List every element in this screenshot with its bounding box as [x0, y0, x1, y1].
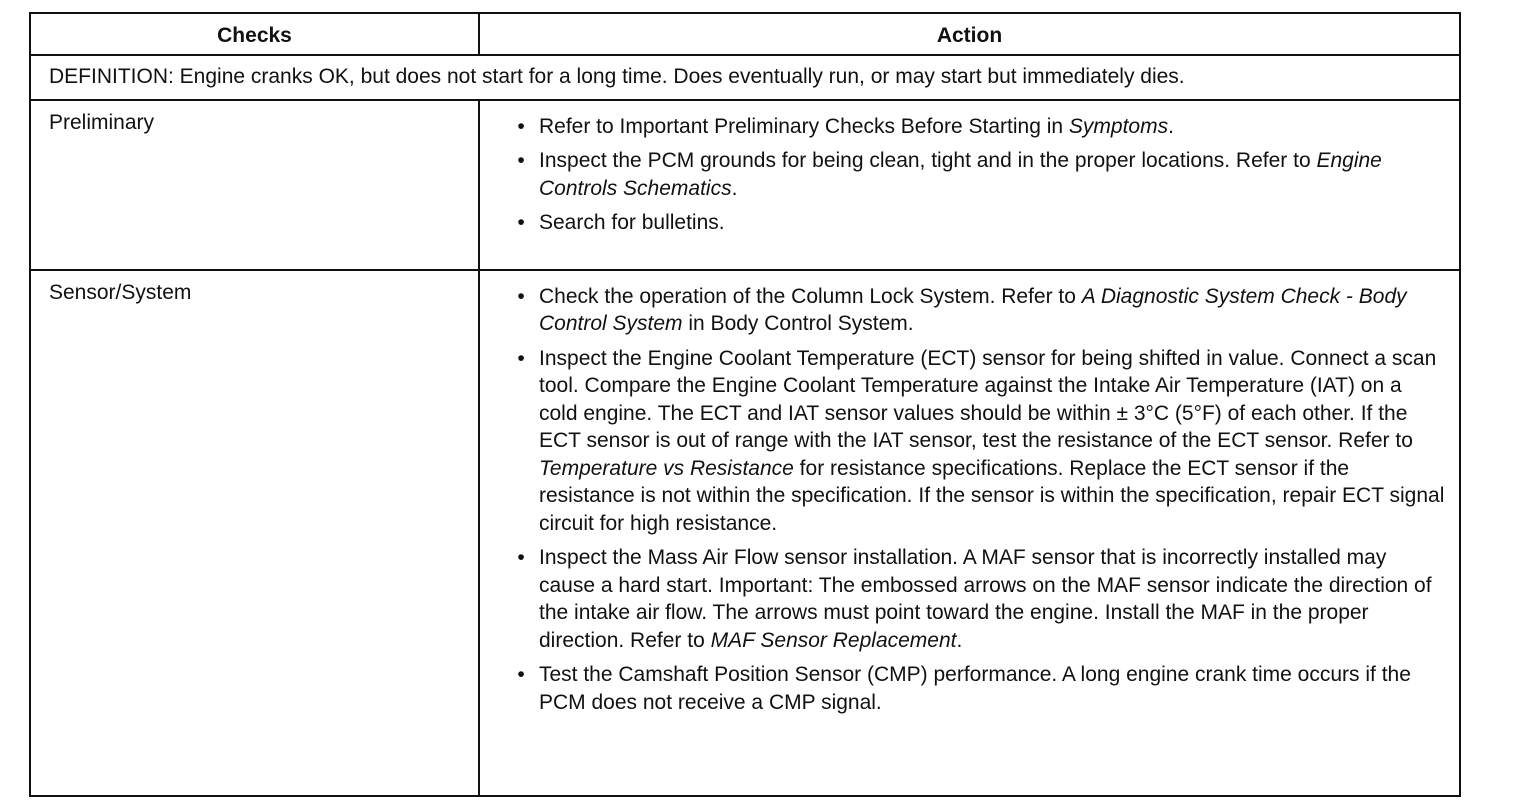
action-item: • Test the Camshaft Position Sensor (CMP) performance. A long engine crank time occurs if the PCM does not receive a CMP signal.: [515, 661, 1445, 716]
action-cell-preliminary: [479, 100, 1460, 270]
document-reference: Temperature vs Resistance: [539, 456, 794, 480]
action-item: • Inspect the Engine Coolant Temperature (ECT) sensor for being shifted in value. Connect a scan tool. Compare the Engine Coolant Temperature against the Intake Air Temperature (IAT) on a cold engine. The ECT and IAT sensor values should be within ± 3°C (5°F) of each other. If the ECT sensor is out of range with the IAT sensor, test the resistance of the ECT sensor. Refer to Temperature vs Resistance for resistance specifications. Replace the ECT sensor if the resistance is not within the specification. If the sensor is within the specification, repair ECT signal circuit for high resistance.: [515, 345, 1445, 538]
document-reference: Engine Controls Schematics: [539, 149, 1382, 200]
action-item: • Inspect the Mass Air Flow sensor installation. A MAF sensor that is incorrectly installed may cause a hard start. Important: The embossed arrows on the MAF sensor indicate the direction of the intake air flow. The arrows must point toward the engine. Install the MAF in the proper direction. Refer to MAF Sensor Replacement.: [515, 544, 1445, 654]
document-reference: A Diagnostic System Check - Body Control System: [539, 284, 1407, 335]
action-item: • Refer to Important Preliminary Checks Before Starting in Symptoms.: [515, 113, 1445, 141]
action-item: • Check the operation of the Column Lock System. Refer to A Diagnostic System Check - Body Control System in Body Control System.: [515, 283, 1445, 338]
table-row: [30, 270, 1460, 796]
bullet-icon: •: [517, 346, 525, 370]
document-reference: Symptoms: [1068, 114, 1169, 138]
action-list: [515, 113, 1445, 237]
definition-row: [30, 55, 1460, 100]
header-row: [30, 13, 1460, 55]
action-item: • Inspect the PCM grounds for being clean, tight and in the proper locations. Refer to Engine Controls Schematics.: [515, 147, 1445, 202]
action-cell-sensor-system: [479, 270, 1460, 796]
diagnostic-table: [29, 12, 1461, 797]
action-item: • Search for bulletins.: [515, 209, 1445, 237]
bullet-icon: •: [517, 149, 525, 172]
document-reference: MAF Sensor Replacement: [710, 628, 957, 652]
action-list: [515, 283, 1445, 717]
check-label-sensor-system: Sensor/System: [30, 270, 479, 796]
definition-text: DEFINITION: Engine cranks OK, but does not start for a long time. Does eventually run, or may start but immediately dies.: [30, 55, 1460, 100]
bullet-icon: •: [517, 284, 525, 308]
bullet-icon: •: [517, 546, 525, 569]
check-label-preliminary: Preliminary: [30, 100, 479, 270]
bullet-icon: •: [517, 211, 525, 234]
bullet-icon: •: [517, 114, 525, 138]
action-column-header: Action: [479, 13, 1460, 55]
checks-column-header: Checks: [30, 13, 479, 55]
bullet-icon: •: [517, 663, 525, 686]
table-row: [30, 100, 1460, 270]
